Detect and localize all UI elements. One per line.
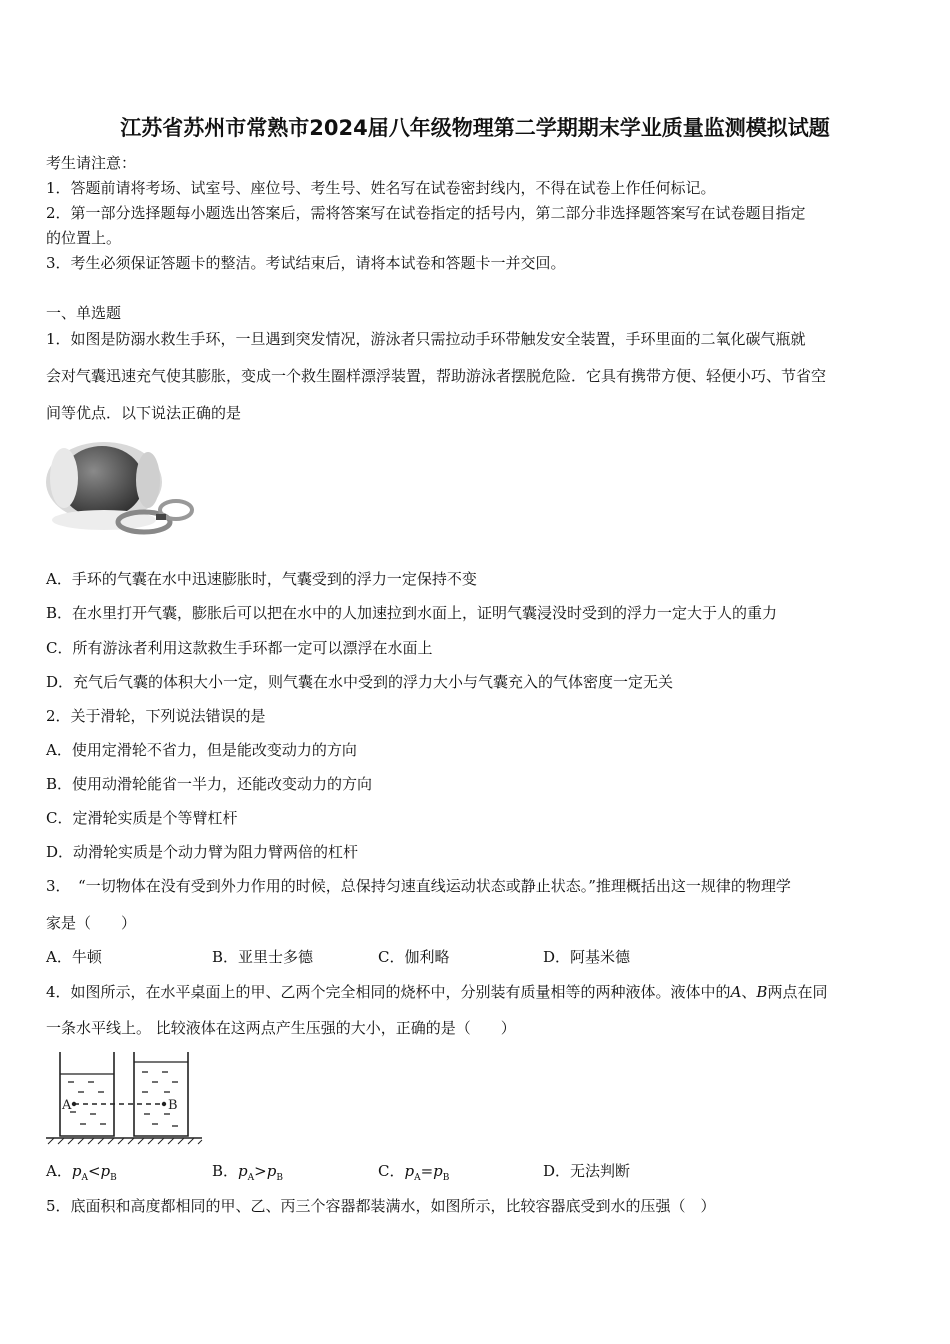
q2-option-c: C．定滑轮实质是个等臂杠杆 bbox=[46, 809, 238, 827]
q1-stem-line-3: 间等优点．以下说法正确的是 bbox=[46, 404, 242, 422]
q4-option-d bbox=[543, 1160, 630, 1181]
q4-option-b-p: p bbox=[238, 1162, 248, 1180]
q1-option-d: D．充气后气囊的体积大小一定，则气囊在水中受到的浮力大小与气囊充入的气体密度一定无关 bbox=[46, 673, 674, 691]
q3-option-c: C．伽利略 bbox=[378, 948, 450, 966]
notice-heading: 考生请注意： bbox=[46, 154, 137, 172]
notice-item-1: 1．答题前请将考场、试室号、座位号、考生号、姓名写在试卷密封线内，不得在试卷上作任何标记。 bbox=[46, 179, 716, 197]
q4-option-b-sub-a: A bbox=[247, 1173, 255, 1183]
notice-item-2-cont: 的位置上。 bbox=[46, 229, 122, 247]
q1-stem-line-1: 1．如图是防溺水救生手环，一旦遇到突发情况，游泳者只需拉动手环带触发安全装置，手环里面的二氧化碳气瓶就 bbox=[46, 330, 806, 348]
q4-option-c-sub-a: A bbox=[414, 1173, 421, 1183]
q3-option-b: B．亚里士多德 bbox=[212, 948, 314, 966]
q1-option-a: A．手环的气囊在水中迅速膨胀时，气囊受到的浮力一定保持不变 bbox=[46, 570, 477, 588]
beakers-figure bbox=[44, 1048, 204, 1148]
q4-option-c-p: p bbox=[404, 1162, 415, 1180]
q4-stem-line-2: 一条水平线上。 比较液体在这两点产生压强的大小，正确的是（ ） bbox=[46, 1019, 516, 1037]
q4-option-c-sub-b: B bbox=[442, 1173, 450, 1183]
q4-option-a-rel: < bbox=[87, 1162, 101, 1180]
q1-stem-line-2: 会对气囊迅速充气使其膨胀，变成一个救生圈样漂浮装置，帮助游泳者摆脱危险．它具有携带方便、轻便小巧、节省空 bbox=[46, 367, 827, 385]
q4-option-c-letter: C． bbox=[378, 1162, 405, 1180]
q4-stem-text-end: 两点在同 bbox=[767, 983, 828, 1001]
q4-point-a: A bbox=[730, 983, 742, 1001]
q4-option-b-rel: > bbox=[254, 1162, 267, 1180]
beaker-label-a: A bbox=[62, 1098, 72, 1113]
q2-option-a: A．使用定滑轮不省力，但是能改变动力的方向 bbox=[46, 741, 357, 759]
q4-point-b: B bbox=[756, 983, 768, 1001]
section-heading: 一、单选题 bbox=[46, 304, 122, 322]
q4-option-a-p2: p bbox=[100, 1162, 111, 1180]
beaker-label-b: B bbox=[168, 1098, 178, 1113]
q4-option-a-letter: A． bbox=[46, 1162, 72, 1180]
q4-option-b-letter: B． bbox=[212, 1162, 239, 1180]
q4-stem-sep: 、 bbox=[741, 983, 757, 1001]
q4-option-b-p2: p bbox=[266, 1162, 277, 1180]
notice-item-2: 2．第一部分选择题每小题选出答案后，需将答案写在试卷指定的括号内，第二部分非选择题答案写在试卷题目指定 bbox=[46, 204, 806, 222]
q4-option-c-rel: = bbox=[420, 1162, 434, 1180]
q5-stem: 5．底面积和高度都相同的甲、乙、丙三个容器都装满水，如图所示，比较容器底受到水的压强（ ） bbox=[46, 1197, 716, 1215]
q4-stem-line-1 bbox=[46, 981, 827, 1002]
q4-option-c bbox=[378, 1160, 449, 1183]
q3-option-a: A．牛顿 bbox=[46, 948, 102, 966]
q4-option-d-letter: D． bbox=[543, 1162, 571, 1180]
q1-option-c: C．所有游泳者利用这款救生手环都一定可以漂浮在水面上 bbox=[46, 639, 433, 657]
q4-stem-text: 4．如图所示，在水平桌面上的甲、乙两个完全相同的烧杯中，分别装有质量相等的两种液体。液体中的 bbox=[46, 983, 731, 1001]
q4-option-a-sub-a: A bbox=[81, 1173, 88, 1183]
rescue-wristband-figure bbox=[44, 440, 194, 540]
q2-stem: 2．关于滑轮，下列说法错误的是 bbox=[46, 707, 266, 725]
q4-option-b bbox=[212, 1160, 283, 1183]
q3-stem-line-2: 家是（ ） bbox=[46, 914, 137, 932]
notice-item-3: 3．考生必须保证答题卡的整洁。考试结束后，请将本试卷和答题卡一并交回。 bbox=[46, 254, 566, 272]
q2-option-d: D．动滑轮实质是个动力臂为阻力臂两倍的杠杆 bbox=[46, 843, 359, 861]
q2-option-b: B．使用动滑轮能省一半力，还能改变动力的方向 bbox=[46, 775, 373, 793]
q4-option-b-sub-b: B bbox=[276, 1173, 283, 1183]
q1-option-b: B．在水里打开气囊，膨胀后可以把在水中的人加速拉到水面上，证明气囊浸没时受到的浮力一定大于人的重力 bbox=[46, 604, 778, 622]
q4-option-a-p: p bbox=[71, 1162, 82, 1180]
q4-option-c-p2: p bbox=[433, 1162, 443, 1180]
q4-option-a bbox=[46, 1160, 117, 1183]
page-title: 江苏省苏州市常熟市2024届八年级物理第二学期期末学业质量监测模拟试题 bbox=[120, 116, 830, 140]
q4-option-a-sub-b: B bbox=[110, 1173, 117, 1183]
q4-option-d-text: 无法判断 bbox=[570, 1162, 631, 1180]
q3-stem-line-1: 3． “一切物体在没有受到外力作用的时候，总保持匀速直线运动状态或静止状态。”推理概括出这一规律的物理学 bbox=[46, 877, 791, 895]
q3-option-d: D．阿基米德 bbox=[543, 948, 631, 966]
